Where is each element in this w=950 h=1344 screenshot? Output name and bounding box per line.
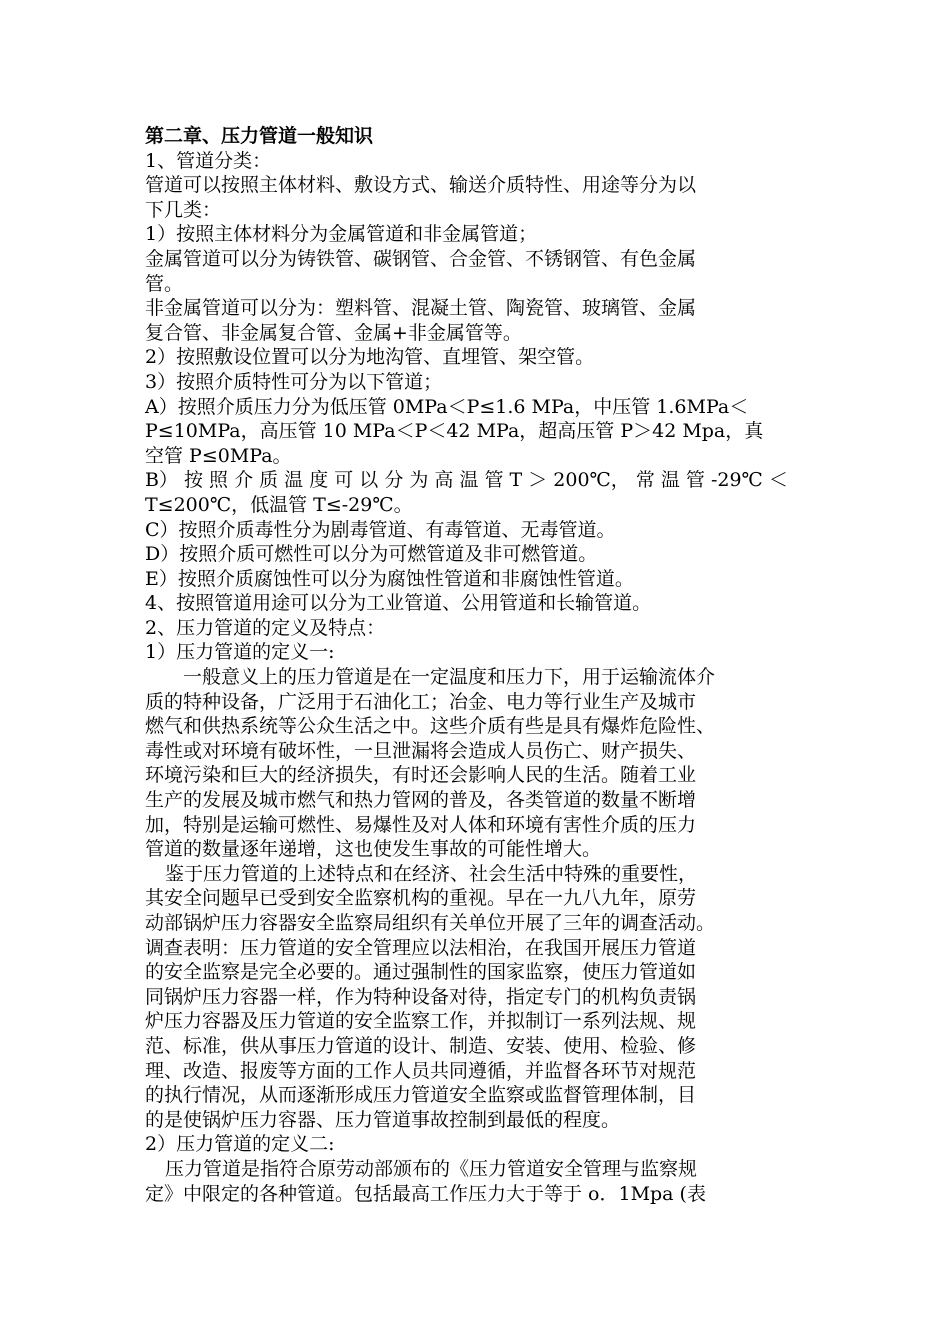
paragraph-line: 一般意义上的压力管道是在一定温度和压力下，用于运输流体介 xyxy=(183,666,716,689)
list-item: C）按照介质毒性分为剧毒管道、有毒管道、无毒管道。 xyxy=(145,518,616,541)
paragraph-line: 其安全问题早已受到安全监察机构的重视。早在一九八九年，原劳 xyxy=(145,887,697,910)
paragraph-line: 毒性或对环境有破坏性，一旦泄漏将会造成人员伤亡、财产损失、 xyxy=(145,739,697,762)
section-heading: 2、压力管道的定义及特点： xyxy=(145,616,386,639)
paragraph-line: 的安全监察是完全必要的。通过强制性的国家监察，使压力管道如 xyxy=(145,961,697,984)
paragraph-line: 压力管道是指符合原劳动部颁布的《压力管道安全管理与监察规 xyxy=(165,1157,698,1180)
paragraph-line: 管道的数量逐年递增，这也使发生事故的可能性增大。 xyxy=(145,838,602,861)
paragraph-line: 质的特种设备，广泛用于石油化工；冶金、电力等行业生产及城市 xyxy=(145,690,697,713)
paragraph-line: 的执行情况，从而逐渐形成压力管道安全监察或监督管理体制，目 xyxy=(145,1084,697,1107)
paragraph-line: T≤200℃，低温管 T≤-29℃。 xyxy=(145,493,413,516)
paragraph-line: 同锅炉压力容器一样，作为特种设备对待，指定专门的机构负责锅 xyxy=(145,985,697,1008)
paragraph-line: 定》中限定的各种管道。包括最高工作压力大于等于 o．1Mpa (表 xyxy=(145,1182,706,1205)
paragraph-line: 管道可以按照主体材料、敷设方式、输送介质特性、用途等分为以 xyxy=(145,174,697,197)
section-heading: 1、管道分类： xyxy=(145,149,272,172)
paragraph-line: 燃气和供热系统等公众生活之中。这些介质有些是具有爆炸危险性、 xyxy=(145,715,716,738)
list-item: D）按照介质可燃性可以分为可燃管道及非可燃管道。 xyxy=(145,543,598,566)
paragraph-line: 加，特别是运输可燃性、易爆性及对人体和环境有害性介质的压力 xyxy=(145,813,697,836)
paragraph-line: 管。 xyxy=(145,272,184,295)
paragraph-line: 理、改造、报废等方面的工作人员共同遵循，并监督各环节对规范 xyxy=(145,1059,697,1082)
list-item: 4、按照管道用途可以分为工业管道、公用管道和长输管道。 xyxy=(145,592,652,615)
paragraph-line: 的是使锅炉压力容器、压力管道事故控制到最低的程度。 xyxy=(145,1108,621,1131)
paragraph-line: 调查表明：压力管道的安全管理应以法相治，在我国开展压力管道 xyxy=(145,936,697,959)
list-item: E）按照介质腐蚀性可以分为腐蚀性管道和非腐蚀性管道。 xyxy=(145,567,634,590)
list-item: B） 按 照 介 质 温 度 可 以 分 为 高 温 管 T ＞ 200℃， 常 温 管 -29℃ ＜ xyxy=(145,469,788,492)
document-page xyxy=(145,124,810,1206)
chapter-title: 第二章、压力管道一般知识 xyxy=(145,125,374,147)
subsection-heading: 2）压力管道的定义二: xyxy=(145,1133,335,1156)
list-item: A）按照介质压力分为低压管 0MPa＜P≤1.6 MPa，中压管 1.6MPa＜ xyxy=(145,395,749,418)
paragraph-line: 金属管道可以分为铸铁管、碳钢管、合金管、不锈钢管、有色金属 xyxy=(145,247,697,270)
list-item: 2）按照敷设位置可以分为地沟管、直埋管、架空管。 xyxy=(145,346,595,369)
paragraph-line: 范、标准，供从事压力管道的设计、制造、安装、使用、检验、修 xyxy=(145,1034,697,1057)
paragraph-line: 生产的发展及城市燃气和热力管网的普及，各类管道的数量不断增 xyxy=(145,789,697,812)
list-item: 1）按照主体材料分为金属管道和非金属管道； xyxy=(145,223,538,246)
paragraph-line: 下几类： xyxy=(145,198,222,221)
paragraph-line: 非金属管道可以分为：塑料管、混凝土管、陶瓷管、玻璃管、金属 xyxy=(145,297,697,320)
paragraph-line: 动部锅炉压力容器安全监察局组织有关单位开展了三年的调查活动。 xyxy=(145,912,716,934)
paragraph-line: 空管 P≤0MPa。 xyxy=(145,444,292,467)
paragraph-line: 环境污染和巨大的经济损失，有时还会影响人民的生活。随着工业 xyxy=(145,764,697,787)
paragraph-line: 炉压力容器及压力管道的安全监察工作，并拟制订一系列法规、规 xyxy=(145,1010,697,1033)
list-item: 3）按照介质特性可分为以下管道； xyxy=(145,370,443,393)
paragraph-line: 复合管、非金属复合管、金属+非金属管等。 xyxy=(145,321,522,344)
paragraph-line: P≤10MPa，高压管 10 MPa＜P＜42 MPa，超高压管 P＞42 Mpa，真 xyxy=(145,420,764,443)
subsection-heading: 1）压力管道的定义一: xyxy=(145,641,335,664)
paragraph-line: 鉴于压力管道的上述特点和在经济、社会生活中特殊的重要性， xyxy=(165,862,698,885)
